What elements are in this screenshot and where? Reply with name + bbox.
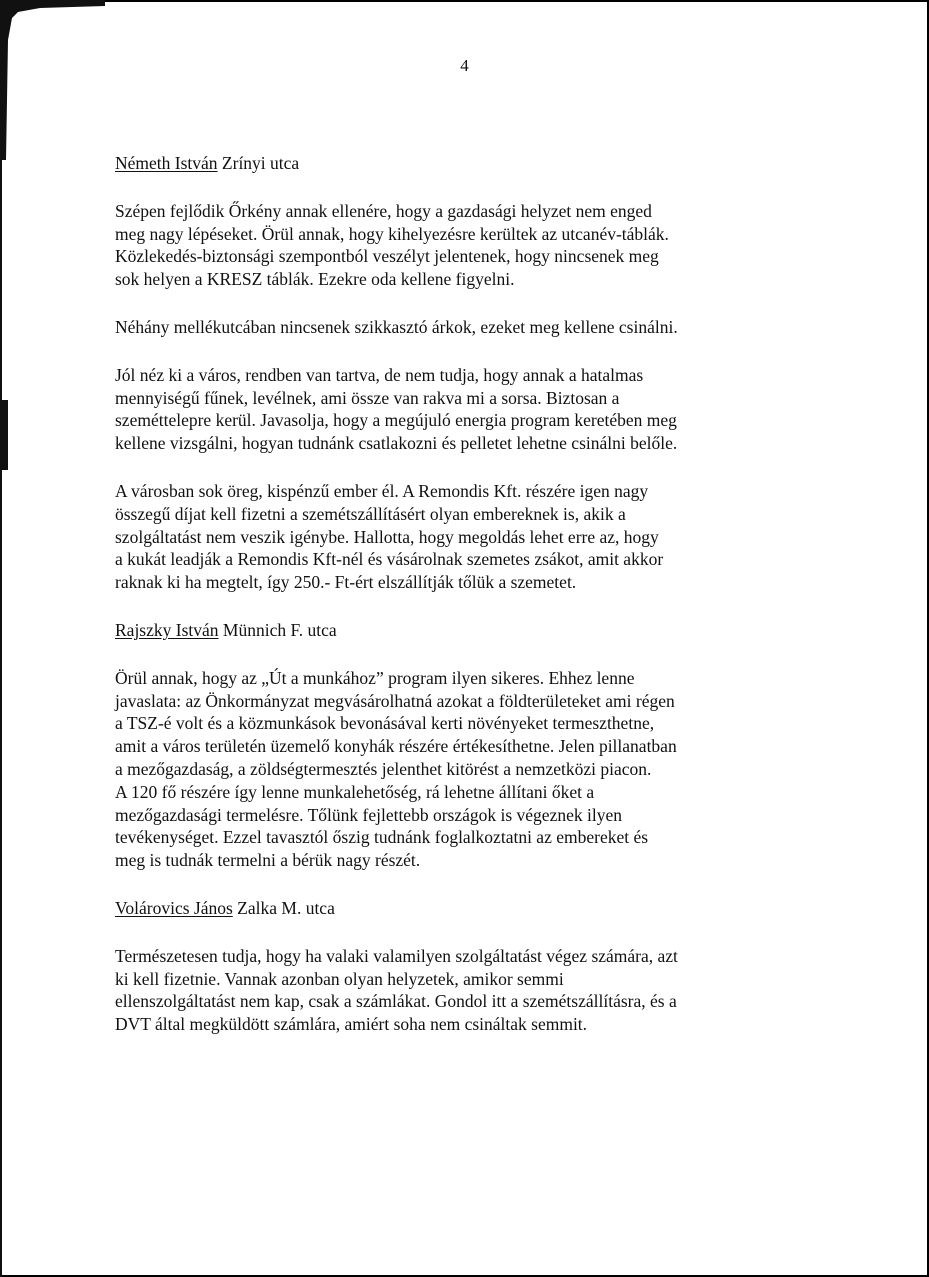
scan-edge-artifact (0, 400, 8, 470)
speaker-heading (115, 897, 815, 920)
speaker-street: Zrínyi utca (221, 153, 300, 173)
text-line: Örül annak, hogy az „Út a munkához” program ilyen sikeres. Ehhez lenne (115, 667, 635, 688)
scan-border-left (0, 0, 2, 1277)
speaker-name: Volárovics János (115, 897, 233, 918)
text-line: a mezőgazdaság, a zöldségtermesztés jelenthet kitörést a nemzetközi piacon. (115, 758, 652, 779)
text-line: Közlekedés-biztonsági szempontból veszélyt jelentenek, hogy nincsenek meg (115, 246, 659, 267)
paragraph (115, 200, 815, 291)
paragraph (115, 667, 815, 872)
text-line: Szépen fejlődik Őrkény annak ellenére, hogy a gazdasági helyzet nem enged (115, 200, 652, 221)
text-line: ellenszolgáltatást nem kap, csak a számlákat. Gondol itt a szemétszállításra, és a (115, 991, 677, 1012)
paragraph (115, 364, 815, 455)
text-line: mennyiségű fűnek, levélnek, ami össze van rakva mi a sorsa. Biztosan a (115, 387, 620, 408)
text-line: a kukát leadják a Remondis Kft-nél és vásárolnak szemetes zsákot, amit akkor (115, 549, 664, 570)
text-line: amit a város területén üzemelő konyhák részére értékesíthetne. Jelen pillanatban (115, 736, 677, 757)
text-line: mezőgazdasági termelésre. Tőlünk fejlettebb országok is végeznek ilyen (115, 804, 622, 825)
speaker-street: Zalka M. utca (237, 897, 335, 918)
speaker-name: Németh István (115, 153, 218, 173)
text-line: Jól néz ki a város, rendben van tartva, de nem tudja, hogy annak a hatalmas (115, 364, 644, 385)
text-line: raknak ki ha megtelt, így 250.- Ft-ért elszállítják tőlük a szemetet. (115, 572, 577, 593)
paragraph (115, 945, 815, 1036)
page-number: 4 (460, 56, 469, 75)
paragraph (115, 480, 815, 594)
text-line: összegű díjat kell fizetni a szemétszállításért olyan embereknek is, akik a (115, 503, 626, 524)
text-line: meg nagy lépéseket. Örül annak, hogy kihelyezésre kerültek az utcanév-táblák. (115, 223, 669, 244)
text-line: tevékenységet. Ezzel tavasztól őszig tudnánk foglalkoztatni az embereket és (115, 827, 649, 848)
text-line: szolgáltatást nem veszik igénybe. Hallotta, hogy megoldás lehet erre az, hogy (115, 526, 659, 547)
speaker-heading (115, 152, 815, 175)
scan-corner-artifact (0, 0, 110, 160)
text-line: szeméttelepre kerül. Javasolja, hogy a megújuló energia program keretében meg (115, 410, 677, 431)
speaker-street: Münnich F. utca (222, 619, 337, 640)
text-line: Néhány mellékutcában nincsenek szikkasztó árkok, ezeket meg kellene csinálni. (115, 316, 678, 337)
speaker-heading (115, 619, 815, 642)
text-line: A városban sok öreg, kispénzű ember él. A Remondis Kft. részére igen nagy (115, 480, 649, 501)
scan-border-top (0, 0, 929, 2)
text-line: Természetesen tudja, hogy ha valaki valamilyen szolgáltatást végez számára, azt (115, 945, 678, 966)
text-line: a TSZ-é volt és a közmunkások bevonásával kerti növényeket termeszthetne, (115, 713, 655, 734)
text-line: sok helyen a KRESZ táblák. Ezekre oda kellene figyelni. (115, 269, 515, 290)
text-line: DVT által megküldött számlára, amiért soha nem csináltak semmit. (115, 1014, 588, 1035)
speaker-name: Rajszky István (115, 619, 219, 640)
text-line: javaslata: az Önkormányzat megvásárolhatná azokat a földterületeket ami régen (115, 690, 675, 711)
text-line: A 120 fő részére így lenne munkalehetőség, rá lehetne állítani őket a (115, 781, 595, 802)
paragraph (115, 316, 815, 339)
text-line: kellene vizsgálni, hogyan tudnánk csatlakozni és pelletet lehetne csinálni belőle. (115, 433, 678, 454)
text-line: ki kell fizetnie. Vannak azonban olyan helyzetek, amikor semmi (115, 968, 564, 989)
document-body (115, 152, 815, 1061)
text-line: meg is tudnák termelni a bérük nagy részét. (115, 850, 421, 871)
